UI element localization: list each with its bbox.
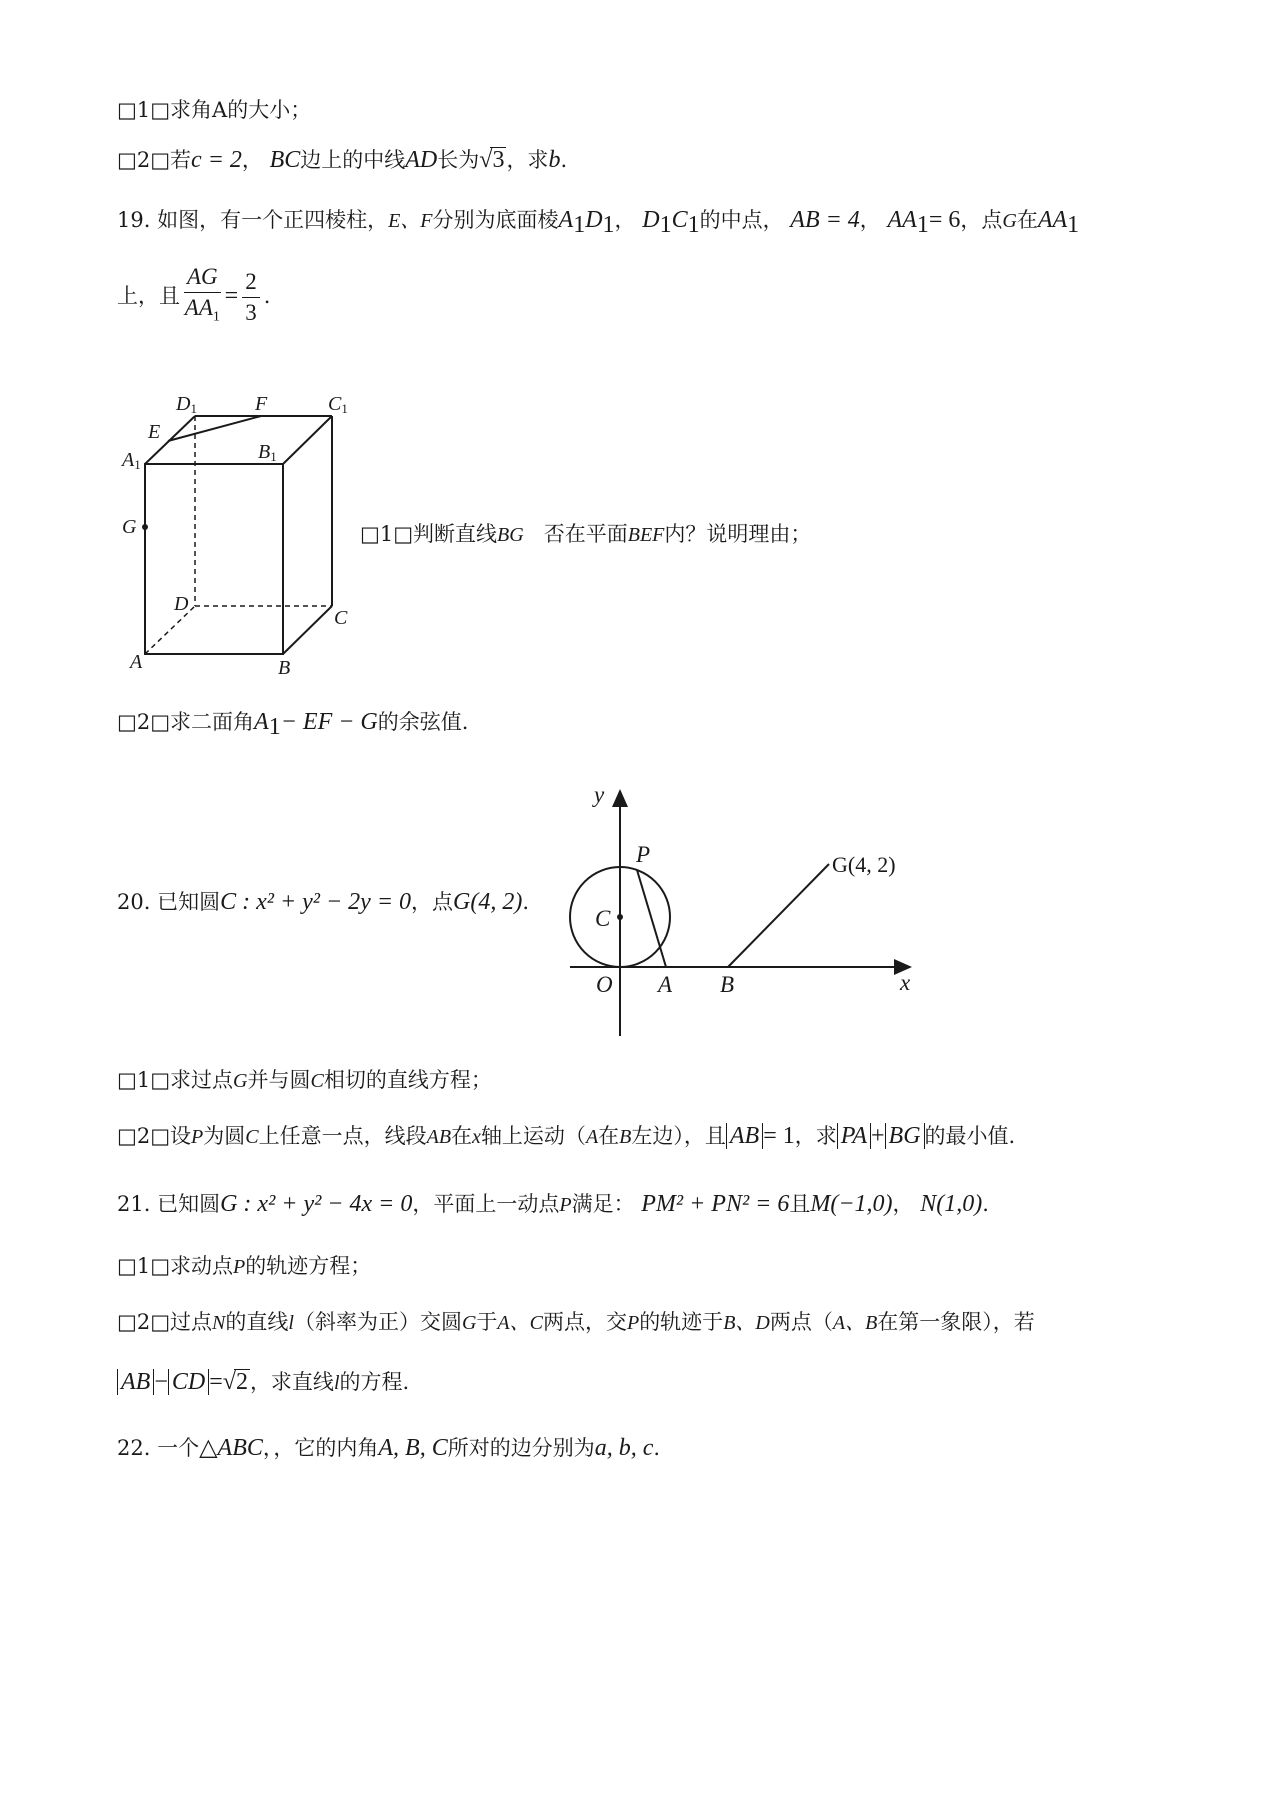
fraction-ag-aa1: $\frac{AG}{AA_1}$ (184, 264, 220, 325)
label-b1: B1 (258, 441, 277, 464)
label-x: x (900, 970, 911, 995)
label-b: B (720, 972, 735, 997)
label-g: G (122, 516, 137, 538)
question-number: 19. (117, 208, 151, 232)
label-a1: A1 (122, 449, 141, 472)
edge-c-b (283, 606, 332, 654)
q22-stem: 22. 一个△ABC，，它的内角A, B, C所对的边分别为a, b, c. (117, 1435, 661, 1461)
prism-front-face (145, 464, 283, 654)
label-d1: D1 (176, 393, 197, 416)
q21-part2: □2□过点N的直线l（斜率为正）交圆G于A、C两点，交P的轨迹于B、D两点（A、B在第一象限），若 (117, 1310, 1035, 1334)
label-y: y (594, 782, 605, 807)
label-c1: C1 (328, 393, 348, 416)
label-a: A (658, 972, 673, 997)
q19-stem-line1: 19. 如图，有一个正四棱柱，E、F分别为底面棱$A_1D_1$， $D_1C_1$的中点， AB = 4， $AA_1= 6$，点G在$AA_1$ (117, 207, 1080, 239)
q18-part1: □1□求角A的大小； (117, 98, 312, 122)
label-b: B (278, 657, 291, 679)
prism-figure (110, 388, 370, 688)
edge-c1-b1 (283, 416, 332, 464)
label-d: D (174, 593, 189, 615)
q19-part2: □2□求二面角$A_1-$ EF − G的余弦值. (117, 709, 469, 741)
q20-part1: □1□求过点G并与圆C相切的直线方程； (117, 1068, 492, 1092)
question-number: 21. (117, 1192, 151, 1216)
label-g: G(4, 2) (832, 852, 896, 877)
circle-coordinate-figure (560, 776, 930, 1041)
label-f: F (255, 393, 268, 415)
label-c: C (334, 607, 348, 629)
label-c: C (595, 906, 611, 931)
segment-pa (637, 870, 666, 967)
q21-stem: 21. 已知圆G : x² + y² − 4x = 0，平面上一动点P满足： PM² + PN² = 6且M(−1,0)， N(1,0). (117, 1191, 989, 1217)
label-a: A (130, 651, 143, 673)
segment-bg (728, 864, 829, 967)
point-g (142, 524, 148, 530)
q19-stem-line2: 上，且 $\frac{AG}{AA_1}$ = $\frac{2}{3}$ . (117, 262, 270, 333)
label-e: E (148, 421, 161, 443)
fraction-two-thirds: $\frac{2}{3}$ (242, 267, 260, 328)
question-number: 22. (117, 1436, 151, 1460)
q19-part1: □1□判断直线BG 否在平面BEF内？说明理由； (360, 522, 812, 546)
q20-stem: 20. 已知圆C : x² + y² − 2y = 0，点G(4, 2). (117, 889, 530, 915)
label-o: O (596, 972, 613, 997)
question-number: 20. (117, 890, 151, 914)
center-c-dot (617, 914, 623, 920)
label-p: P (636, 842, 651, 867)
q18-part2: □2□若c = 2， BC边上的中线AD长为√3，求b. (117, 147, 568, 173)
q20-part2: □2□设P为圆C上任意一点，线段AB在x轴上运动（A在B左边），且 AB = 1，求 PA + BG 的最小值. (117, 1123, 1016, 1149)
q21-part1: □1□求动点P的轨迹方程； (117, 1254, 372, 1278)
q21-part2-cont: AB − CD =√2，求直线l的方程. (117, 1368, 409, 1397)
